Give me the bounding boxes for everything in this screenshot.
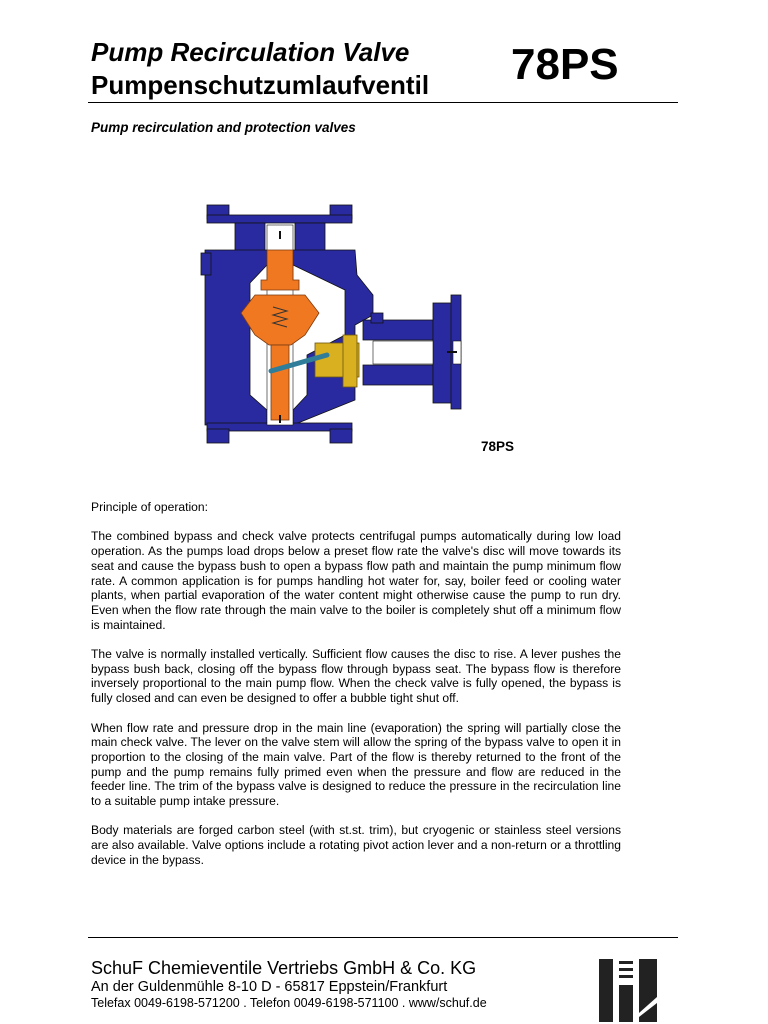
subtitle: Pump recirculation and protection valves — [91, 120, 356, 135]
title-german: Pumpenschutzumlaufventil — [91, 70, 430, 100]
title-english: Pump Recirculation Valve — [91, 37, 410, 67]
drawing-caption: 78PS — [481, 439, 515, 454]
section-heading: Principle of operation: — [91, 500, 208, 514]
footer-divider — [88, 937, 678, 938]
schuf-logo — [597, 957, 659, 1024]
company-contact: Telefax 0049-6198-571200 . Telefon 0049-6198-571100 . www/schuf.de — [91, 996, 487, 1010]
paragraph: The combined bypass and check valve protects centrifugal pumps automatically during low load operation. As the pumps load drops below a preset flow rate the valve's disc will move towards its seat and cause the bypass bush to open a bypass flow path and maintain the pump minimum flow rate. A common application is for pumps handling hot water for, say, boiler feed or cooling water plants, when partial evaporation of the water content might otherwise cause the pump to run dry. Even when the flow rate through the main valve to the boiler is completely shut off a minimum flow is maintained. — [91, 529, 621, 632]
company-name: SchuF Chemieventile Vertriebs GmbH & Co. KG — [91, 958, 477, 978]
paragraph: The valve is normally installed vertically. Sufficient flow causes the disc to rise. A lever pushes the bypass bush back, closing off the bypass flow through bypass seat. The bypass flow is therefore inversely proportional to the main pump flow. When the check valve is fully opened, the bypass is fully closed and can even be designed to offer a bubble tight shut off. — [91, 647, 621, 706]
principle-of-operation — [91, 500, 621, 882]
model-code: 78PS — [511, 40, 619, 89]
header-divider — [88, 102, 678, 103]
paragraph: Body materials are forged carbon steel (with st.st. trim), but cryogenic or stainless steel versions are also available. Valve options include a rotating pivot action lever and a non-return or a throttling device in the bypass. — [91, 823, 621, 867]
valve-cross-section-drawing — [195, 195, 490, 450]
company-address: An der Guldenmühle 8-10 D - 65817 Eppstein/Frankfurt — [91, 979, 448, 995]
paragraph: When flow rate and pressure drop in the main line (evaporation) the spring will partially close the main check valve. The lever on the valve stem will allow the spring of the bypass valve to open it in proportion to the closing of the main valve. Part of the flow is thereby returned to the front of the pump and the pump remains fully primed even when the pressure and flow are reduced in the feeder line. The trim of the bypass valve is designed to reduce the pressure in the recirculation line to a suitable pump intake pressure. — [91, 720, 621, 809]
valve-body — [201, 205, 461, 443]
